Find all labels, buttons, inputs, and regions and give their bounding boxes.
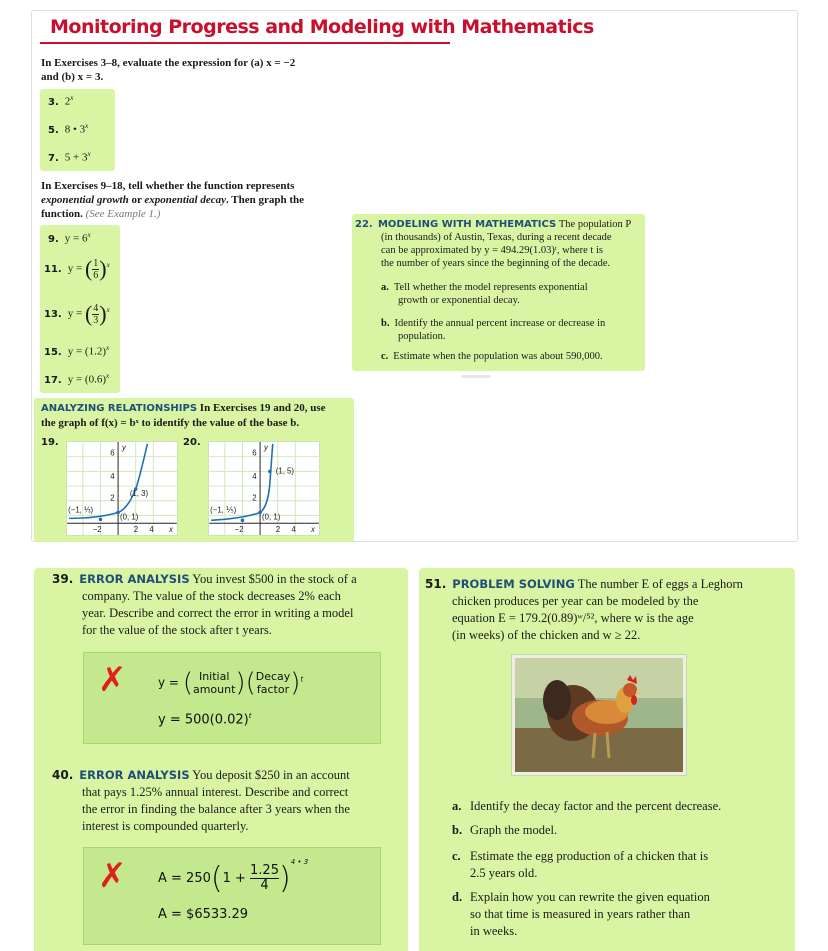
instructions-text: In Exercises 19 and 20, use (199, 402, 326, 414)
problem-text: The population P (558, 219, 632, 230)
tick-label: 6 (252, 448, 257, 458)
problem-text: The number E of eggs a Leghorn (577, 577, 743, 591)
exercise-17 (44, 372, 109, 386)
graph-19 (66, 441, 178, 536)
point-label: (1, 5) (275, 466, 295, 476)
exponent: x (106, 344, 110, 352)
paren-right: ) (99, 256, 107, 281)
problem-text: interest is compounded quarterly. (82, 819, 249, 833)
exercise-number: 7. (48, 152, 59, 164)
exercise-header: ERROR ANALYSIS (79, 572, 190, 586)
tick-label: 4 (252, 472, 257, 482)
exponent: x (87, 231, 91, 239)
instructions-text: function. (41, 208, 83, 220)
exercise-51-part-d (452, 889, 710, 940)
exponent: x (70, 94, 74, 102)
tick-label: 2 (252, 493, 257, 503)
exercise-header: ERROR ANALYSIS (79, 768, 190, 782)
exercise-9 (48, 231, 91, 245)
exercise-51-part-c (452, 848, 708, 882)
expression: y = (67, 307, 83, 320)
problem-text: the number of years since the beginning of the decade. (381, 258, 611, 269)
equation-text: Initial (198, 670, 230, 683)
part-text: Identify the decay factor and the percent decrease. (470, 799, 722, 813)
exercise-number: 5. (48, 124, 59, 136)
expression: 5 + 3 (64, 151, 88, 164)
problem-text: can be approximated by y = 494.29(1.03)ᵗ, where t is (381, 245, 603, 256)
part-text: Identify the annual percent increase or decrease in (394, 318, 606, 329)
instructions-text: . Then graph the (225, 194, 305, 206)
exercise-13 (44, 301, 110, 327)
part-text: 2.5 years old. (470, 866, 538, 880)
error-box-39 (83, 652, 381, 744)
error-equation-39-line2 (158, 712, 252, 727)
error-equation-40-line2: A = $6533.29 (158, 907, 249, 922)
point-label: (0, 1) (262, 512, 281, 522)
part-label: c. (381, 351, 389, 362)
problem-text: chicken produces per year can be modeled by the (452, 594, 699, 608)
part-text: Graph the model. (470, 823, 558, 837)
part-text: Tell whether the model represents exponential (393, 282, 588, 293)
exercise-header: PROBLEM SOLVING (452, 577, 575, 591)
tick-label: 2 (275, 525, 281, 535)
exercise-22-part-a (381, 281, 588, 307)
exercise-7 (48, 150, 91, 164)
equation-text: 1 + (222, 871, 246, 886)
exercise-22 (355, 218, 645, 270)
equation-text: Decay (255, 670, 291, 683)
analyzing-relationships (41, 401, 341, 430)
problem-text: (in thousands) of Austin, Texas, during a recent decade (381, 232, 612, 243)
equation-text: amount (192, 683, 236, 696)
part-label: d. (452, 890, 463, 904)
error-x-icon: ✗ (98, 856, 127, 896)
exercise-51 (425, 576, 785, 644)
part-text: Explain how you can rewrite the given equation (470, 890, 710, 904)
instructions-line: In Exercises 3–8, evaluate the expression for (a) x = −2 (41, 57, 296, 69)
exercise-number-19: 19. (41, 437, 59, 448)
exercise-number: 11. (44, 263, 62, 275)
exponent: t (300, 675, 304, 684)
exercise-22-part-b (381, 317, 605, 343)
part-text: Estimate the egg production of a chicken that is (470, 849, 709, 863)
instructions-9-18 (41, 179, 341, 221)
exercise-3 (48, 94, 73, 108)
part-text: Estimate when the population was about 590,000. (393, 351, 603, 362)
paren-left: ( (84, 301, 93, 326)
paren-left: ( (84, 256, 93, 281)
see-example-link[interactable]: (See Example 1.) (85, 208, 161, 220)
exercise-5 (48, 122, 88, 136)
part-text: growth or exponential decay. (398, 295, 520, 306)
exercise-51-part-a (452, 798, 721, 815)
exercise-number: 3. (48, 96, 59, 108)
problem-text: You deposit $250 in an account (192, 768, 350, 782)
problem-text: company. The value of the stock decreases 2% each (82, 589, 341, 603)
exponent: x (85, 122, 89, 130)
rooster-photo (512, 655, 686, 775)
exercise-header: ANALYZING RELATIONSHIPS (41, 403, 198, 414)
title-underline (40, 42, 450, 44)
tick-label: 4 (291, 525, 296, 535)
tick-label: −2 (234, 525, 244, 535)
paren-left: ( (245, 668, 256, 698)
expression: y = (67, 262, 83, 275)
part-text: population. (398, 331, 446, 342)
tick-label: 4 (149, 525, 154, 535)
axis-label-y: y (122, 442, 126, 452)
exponent: x (87, 150, 91, 158)
tick-label: 2 (110, 493, 115, 503)
exponent: 4 • 3 (290, 858, 309, 866)
exercise-number: 51. (425, 577, 447, 591)
instructions-text: the graph of f(x) = bˣ to identify the value of the base b. (41, 417, 300, 429)
exercise-51-part-b (452, 822, 557, 839)
instructions-line: In Exercises 9–18, tell whether the function represents (41, 180, 295, 192)
denominator: 6 (93, 269, 99, 281)
exercise-number: 40. (52, 768, 74, 782)
exercise-11 (44, 256, 110, 282)
tick-label: 2 (133, 525, 139, 535)
exercise-header: MODELING WITH MATHEMATICS (377, 219, 557, 230)
paren-right: ) (99, 301, 107, 326)
numerator: 1 (93, 257, 99, 269)
term-growth: exponential growth (41, 194, 129, 206)
part-text: so that time is measured in years rather than (470, 907, 691, 921)
point-label: (0, 1) (120, 512, 139, 522)
axis-label-y: y (264, 442, 268, 452)
part-label: c. (452, 849, 461, 863)
exponent: x (106, 372, 110, 380)
expression: 2 (64, 95, 71, 108)
point-label: (1, 3) (129, 488, 149, 498)
exercise-number-20: 20. (183, 437, 201, 448)
error-x-icon: ✗ (98, 660, 127, 700)
problem-text: for the value of the stock after t years. (82, 623, 272, 637)
denominator: 3 (93, 314, 99, 326)
part-label: a. (381, 282, 389, 293)
point-label: (−1, ⅕) (210, 505, 237, 515)
exercise-number: 17. (44, 374, 62, 386)
error-equation-40-line1 (158, 858, 308, 896)
problem-text: (in weeks) of the chicken and w ≥ 22. (452, 628, 641, 642)
paren-right: ) (290, 668, 301, 698)
exercise-number: 13. (44, 308, 62, 320)
exponent: t (248, 712, 252, 720)
problem-text: the error in finding the balance after 3 years when the (82, 802, 350, 816)
part-text: in weeks. (470, 924, 518, 938)
equation-text: factor (256, 683, 290, 696)
part-label: b. (381, 318, 390, 329)
instructions-text: or (128, 194, 145, 206)
term-decay: exponential decay (144, 194, 226, 206)
exercise-40 (52, 767, 402, 835)
exercise-15 (44, 344, 109, 358)
axis-label-x: x (168, 525, 173, 535)
rooster-illustration (515, 658, 683, 772)
part-label: a. (452, 799, 462, 813)
expression: 8 • 3 (64, 123, 86, 136)
expression: y = (1.2) (67, 345, 106, 358)
paren-right: ) (278, 861, 291, 896)
exercise-number: 39. (52, 572, 74, 586)
exercise-39 (52, 571, 402, 639)
paren-right: ) (235, 668, 246, 698)
problem-text: equation E = 179.2(0.89)ʷ/⁵², where w is the age (452, 611, 694, 625)
page-title: Monitoring Progress and Modeling with Mathematics (50, 16, 594, 38)
tick-label: 4 (110, 472, 115, 482)
exercise-number: 22. (355, 219, 373, 230)
exercise-number: 15. (44, 346, 62, 358)
numerator: 1.25 (250, 863, 279, 878)
paren-left: ( (182, 668, 193, 698)
exercise-22-part-c (381, 350, 603, 363)
problem-text: You invest $500 in the stock of a (192, 572, 357, 586)
numerator: 4 (93, 302, 99, 314)
error-equation-39-line1 (158, 668, 303, 698)
exercise-number: 9. (48, 233, 59, 245)
equation-text: y = (158, 675, 179, 690)
axis-label-x: x (310, 525, 315, 535)
paren-left: ( (210, 861, 223, 896)
tick-label: −2 (92, 525, 102, 535)
graph-20 (208, 441, 320, 536)
denominator: 4 (260, 878, 269, 893)
exponent: x (106, 305, 110, 314)
exponent: x (106, 260, 110, 269)
expression: y = 6 (64, 232, 88, 245)
expression: y = (0.6) (67, 373, 106, 386)
problem-text: year. Describe and correct the error in writing a model (82, 606, 354, 620)
equation-text: A = 250 (158, 871, 211, 886)
equation-text: y = 500(0.02) (158, 712, 249, 728)
problem-text: that pays 1.25% annual interest. Describe and correct (82, 785, 349, 799)
point-label: (−1, ⅓) (68, 505, 94, 515)
faded-mark (462, 375, 490, 378)
tick-label: 6 (110, 448, 115, 458)
part-label: b. (452, 823, 463, 837)
instructions-line: and (b) x = 3. (41, 71, 104, 83)
instructions-3-8 (41, 56, 341, 84)
